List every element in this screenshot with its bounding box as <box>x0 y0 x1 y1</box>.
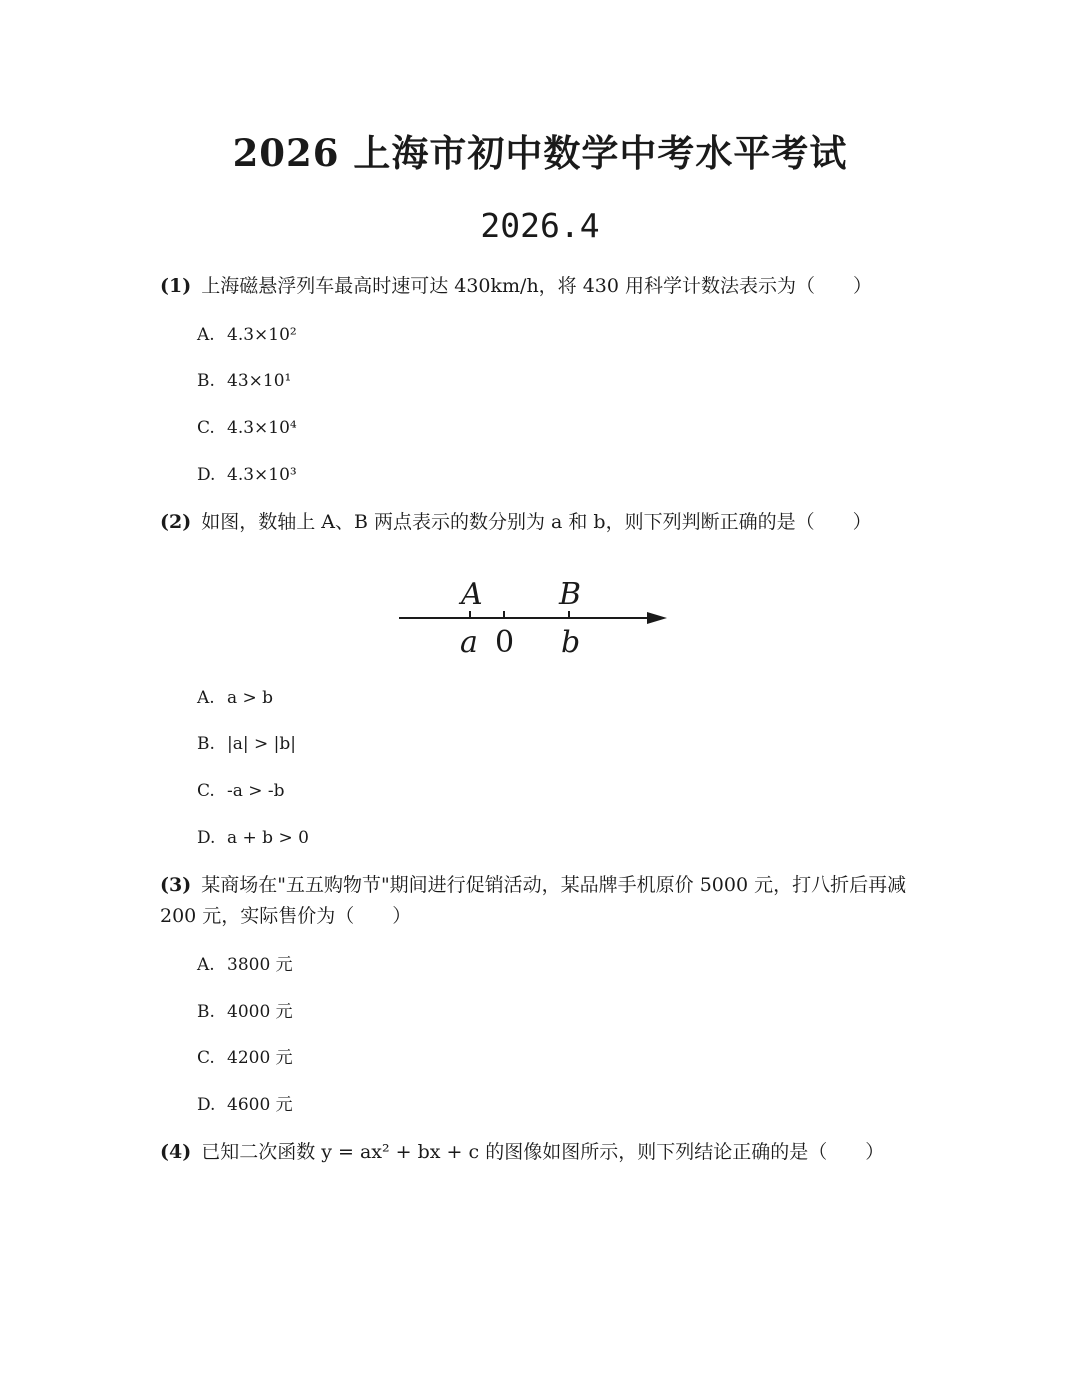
option-1a[interactable] <box>197 322 297 348</box>
option-letter: A. <box>197 955 215 975</box>
option-letter: D. <box>197 828 216 848</box>
number-line-figure <box>395 572 675 662</box>
option-1c[interactable] <box>197 415 297 441</box>
question-text: 上海磁悬浮列车最高时速可达 430km/h，将 430 用科学计数法表示为（ ） <box>201 275 873 297</box>
question-2 <box>160 507 920 538</box>
question-text: 已知二次函数 y = ax² + bx + c 的图像如图所示，则下列结论正确的是（ ） <box>201 1141 885 1163</box>
option-letter: A. <box>197 325 215 345</box>
question-number: (3) <box>160 874 192 896</box>
question-1 <box>160 271 920 302</box>
option-3a[interactable] <box>197 952 293 978</box>
option-2a[interactable] <box>197 685 273 711</box>
option-text: 3800 元 <box>227 955 293 975</box>
option-text: 4.3×10⁴ <box>227 418 297 438</box>
option-3c[interactable] <box>197 1045 293 1071</box>
option-1b[interactable] <box>197 368 291 394</box>
option-text: -a > -b <box>227 781 285 801</box>
option-2b[interactable] <box>197 731 296 757</box>
question-number: (2) <box>160 511 192 533</box>
exam-date: 2026.4 <box>480 206 600 245</box>
option-text: 4000 元 <box>227 1002 293 1022</box>
value-b-label: b <box>561 625 581 660</box>
option-1d[interactable] <box>197 462 297 488</box>
value-a-label: a <box>460 625 478 660</box>
option-letter: C. <box>197 1048 215 1068</box>
question-number: (1) <box>160 275 192 297</box>
zero-label: 0 <box>495 625 515 660</box>
option-3d[interactable] <box>197 1092 293 1118</box>
arrow-head-icon <box>647 612 667 624</box>
option-text: 4.3×10³ <box>227 465 297 485</box>
question-3 <box>160 870 920 932</box>
option-letter: B. <box>197 734 215 754</box>
option-letter: A. <box>197 688 215 708</box>
option-text: 4.3×10² <box>227 325 297 345</box>
exam-title: 2026 上海市初中数学中考水平考试 <box>232 131 848 175</box>
option-2d[interactable] <box>197 825 309 851</box>
option-text: 4200 元 <box>227 1048 293 1068</box>
point-b-label: B <box>559 577 582 612</box>
option-letter: D. <box>197 465 216 485</box>
question-number: (4) <box>160 1141 192 1163</box>
question-4 <box>160 1137 920 1168</box>
point-a-label: A <box>461 577 483 612</box>
question-text: 某商场在"五五购物节"期间进行促销活动，某品牌手机原价 5000 元，打八折后再减 200 元，实际售价为（ ） <box>160 874 907 927</box>
option-letter: B. <box>197 1002 215 1022</box>
option-letter: B. <box>197 371 215 391</box>
option-2c[interactable] <box>197 778 285 804</box>
option-text: |a| > |b| <box>227 734 296 754</box>
option-3b[interactable] <box>197 999 293 1025</box>
option-letter: C. <box>197 418 215 438</box>
question-text: 如图，数轴上 A、B 两点表示的数分别为 a 和 b，则下列判断正确的是（ ） <box>201 511 872 533</box>
option-text: a > b <box>227 688 274 708</box>
option-letter: D. <box>197 1095 216 1115</box>
option-text: 43×10¹ <box>227 371 292 391</box>
option-text: a + b > 0 <box>227 828 309 848</box>
option-text: 4600 元 <box>227 1095 293 1115</box>
option-letter: C. <box>197 781 215 801</box>
